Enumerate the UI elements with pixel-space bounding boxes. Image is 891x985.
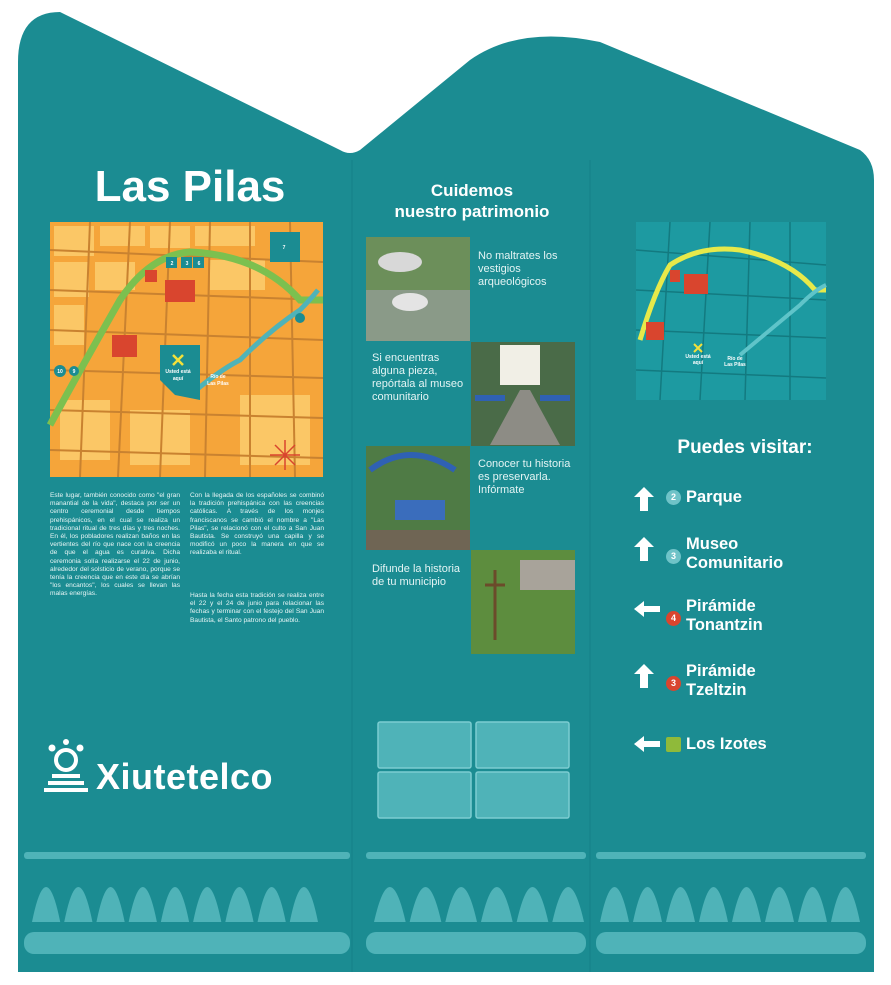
history-paragraph: Con la llegada de los españoles se combinó la tradición prehispánica con las creencias católicas. A través de los monjes franciscanos se cambió el nombre a "Las Pilas", se relacionó con el culto a San Juan Bautista. Se construyó una capilla y se modificó un poco la manera en que se realizaba el ritual. <box>190 492 324 557</box>
brand-name: Xiutetelco <box>96 756 274 797</box>
tip-caption: Si encuentras alguna pieza, repórtala al museo comunitario <box>372 352 464 403</box>
arrow-up-icon <box>632 662 660 690</box>
visit-label <box>686 735 767 754</box>
visit-item <box>632 662 862 708</box>
map-marker: 3 <box>185 261 189 267</box>
visit-label-line: Pirámide <box>686 597 756 615</box>
visit-number-badge: 3 <box>666 676 681 691</box>
left-map <box>50 222 323 477</box>
river-label: Río de <box>727 356 743 362</box>
section-heading <box>362 180 582 222</box>
section-heading-line: nuestro patrimonio <box>394 202 550 221</box>
visit-item <box>632 535 862 581</box>
arrow-up-icon <box>632 485 660 513</box>
you-are-here-label: Usted está <box>685 354 711 360</box>
photo-bridge <box>366 446 470 550</box>
tip-caption: Difunde la historia de tu municipio <box>372 563 461 588</box>
visit-label-line: Tonantzin <box>686 616 763 634</box>
right-map <box>636 222 826 400</box>
map-marker: 9 <box>72 369 76 375</box>
visit-label-line: Los Izotes <box>686 735 767 753</box>
river-label: Río de <box>210 374 226 380</box>
visit-label-line: Comunitario <box>686 554 784 572</box>
visit-label <box>686 662 756 700</box>
visit-number-badge: 2 <box>666 490 681 505</box>
tip-caption: No maltrates los vestigios arqueológicos <box>478 250 558 288</box>
photo-chapel <box>471 342 575 446</box>
visit-label <box>686 488 742 507</box>
visit-item <box>632 732 862 778</box>
arrow-left-icon <box>632 597 660 625</box>
map-marker: 6 <box>197 261 201 267</box>
visit-title: Puedes visitar: <box>677 437 813 458</box>
you-are-here-label: aquí <box>172 376 184 382</box>
history-paragraph: Hasta la fecha esta tradición se realiza entre el 22 y el 24 de junio para relacionar las fechas y terminar con el festejo del San Juan Bautista, el Santo patrono del pueblo. <box>190 592 324 624</box>
arrow-left-icon <box>632 732 660 760</box>
visit-label-line: Tzeltzin <box>686 681 747 699</box>
photo-rocks <box>366 237 470 341</box>
map-marker: 10 <box>57 369 63 375</box>
you-are-here-label: aquí <box>692 360 704 366</box>
visit-number-badge <box>666 737 681 752</box>
photo-cross <box>471 550 575 654</box>
visit-label <box>686 597 763 635</box>
visit-item <box>632 597 862 643</box>
arrow-up-icon <box>632 535 660 563</box>
map-marker: 7 <box>282 245 286 251</box>
page-title: Las Pilas <box>94 162 286 211</box>
visit-label-line: Parque <box>686 488 742 506</box>
history-paragraph: Este lugar, también conocido como "el gran manantial de la vida", destaca por ser un centro ceremonial desde tiempos prehispánicos, en el cual se realiza un tradicional ritual de tres días y tres noches. En él, los pobladores realizan baños en las vertientes del río que nace con la creencia de que el agua es curativa. Dicha ceremonia solía realizarse el 22 de junio, alrededor del solsticio de verano, porque se tenía la creencia que en este día se abrían "los encantos", los cuales se llevan las malas energías. <box>50 492 180 598</box>
map-marker: 2 <box>170 261 174 267</box>
tip-caption: Conocer tu historia es preservarla. Infórmate <box>478 458 571 496</box>
river-label: Las Pilas <box>207 381 229 387</box>
visit-number-badge: 4 <box>666 611 681 626</box>
river-label: Las Pilas <box>724 362 746 368</box>
visit-label-line: Pirámide <box>686 662 756 680</box>
section-heading-line: Cuidemos <box>430 181 514 200</box>
visit-item <box>632 485 862 531</box>
visit-number-badge: 3 <box>666 549 681 564</box>
you-are-here-label: Usted está <box>165 369 191 375</box>
visit-label-line: Museo <box>686 535 739 553</box>
visit-label <box>686 535 783 573</box>
